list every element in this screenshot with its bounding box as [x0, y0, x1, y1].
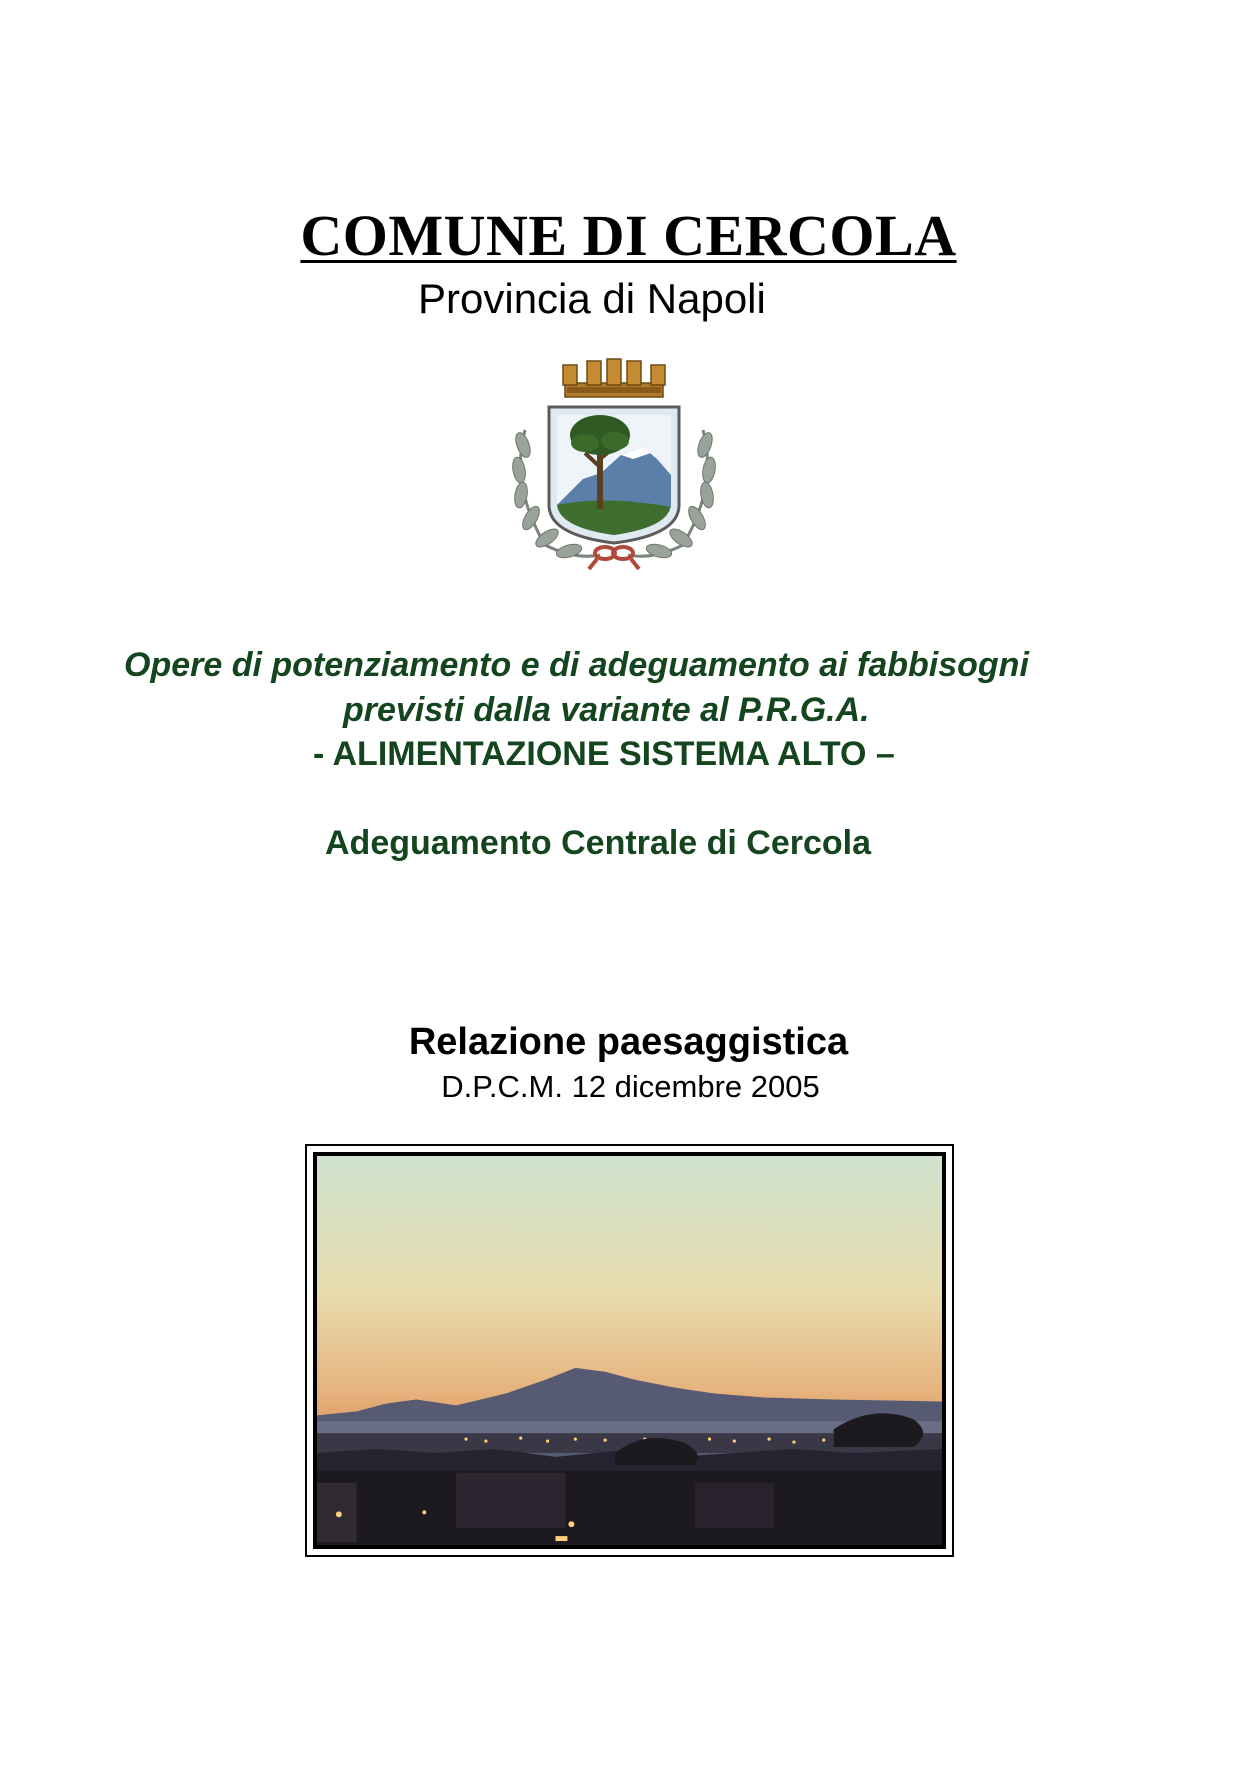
decree-reference: D.P.C.M. 12 dicembre 2005 — [441, 1069, 820, 1104]
document-title — [0, 204, 1257, 268]
landscape-photo — [313, 1152, 946, 1549]
title-text: COMUNE DI CERCOLA — [300, 203, 957, 268]
project-line-2: previsti dalla variante al P.R.G.A. — [343, 691, 870, 729]
photo-frame — [305, 1144, 954, 1557]
project-line-3: - ALIMENTAZIONE SISTEMA ALTO – — [313, 735, 895, 773]
report-title: Relazione paesaggistica — [408, 1021, 849, 1063]
project-subtitle: Adeguamento Centrale di Cercola — [325, 824, 872, 862]
project-line-1: Opere di potenziamento e di adeguamento ai fabbisogni — [124, 646, 1029, 684]
coat-of-arms-icon — [505, 355, 723, 573]
province-subtitle: Provincia di Napoli — [418, 275, 766, 322]
